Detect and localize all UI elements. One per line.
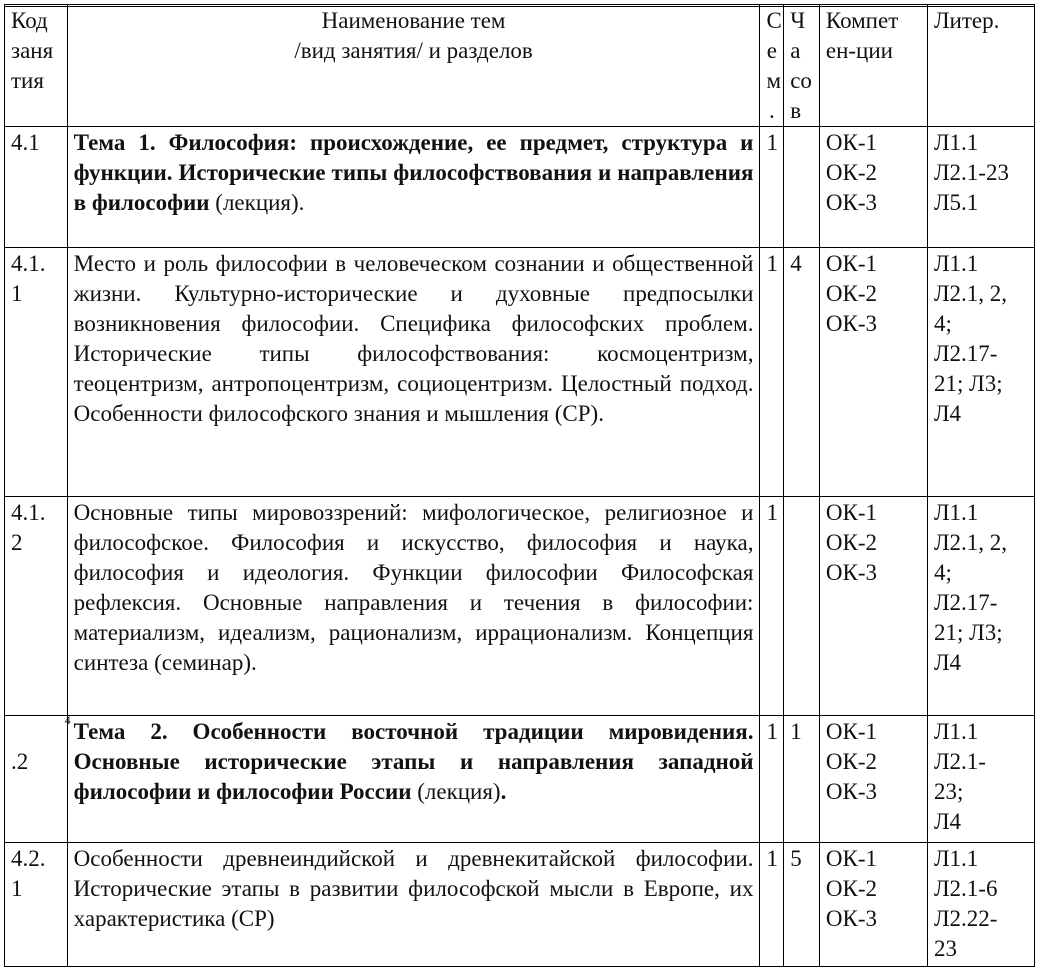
row-code: 4.1. 2 <box>5 497 68 716</box>
row-competencies <box>819 843 927 967</box>
table-row <box>5 248 1035 497</box>
row-hours: 5 <box>784 843 820 967</box>
row-hours: 1 <box>784 716 820 843</box>
row-semester: 1 <box>760 127 784 248</box>
row-semester: 1 <box>760 843 784 967</box>
header-competencies: Компет ен-ции <box>819 5 927 127</box>
competency: ОК-1 <box>825 846 877 871</box>
competency: ОК-3 <box>825 906 877 931</box>
row-title <box>67 127 760 248</box>
table-row <box>5 497 1035 716</box>
row-hours <box>784 497 820 716</box>
header-code: Код заня тия <box>5 5 68 127</box>
table-row <box>5 843 1035 967</box>
competency: ОК-1 <box>825 130 877 155</box>
row-hours: 4 <box>784 248 820 497</box>
row-competencies <box>819 497 927 716</box>
header-hours: Ч а со в <box>784 5 820 127</box>
row-literature: Л1.1 Л2.1, 2, 4; Л2.17- 21; Л3; Л4 <box>927 497 1034 716</box>
competency: ОК-3 <box>825 560 877 585</box>
row-title <box>64 713 760 843</box>
row-title-tail: . <box>500 779 507 804</box>
row-literature: Л1.1 Л2.1-6 Л2.22- 23 <box>927 843 1034 967</box>
row-semester: 1 <box>760 716 784 843</box>
competency: ОК-3 <box>825 311 877 336</box>
curriculum-table <box>4 4 1035 967</box>
row-title: Основные типы мировоззрений: мифологическое, религиозное и философское. Философия и искусство, философия и наука, философия и идеология. Функции философии Философская рефлексия. Основные направления и течения в философии: материализм, идеализм, рационализм, иррационализм. Концепция синтеза (семинар). <box>67 497 760 716</box>
competency: ОК-1 <box>825 500 877 525</box>
row-code-mark: 4 <box>64 713 71 727</box>
row-code-text: .2 <box>11 749 29 774</box>
row-hours <box>784 127 820 248</box>
header-literature: Литер. <box>927 5 1034 127</box>
row-title-plain: (лекция) <box>411 779 501 804</box>
row-title-bold: Тема 1. Философия: происхождение, ее предмет, структура и функции. Исторические типы философствования и направления в философии <box>73 130 754 215</box>
header-title: Наименование тем /вид занятия/ и разделов <box>67 5 760 127</box>
competency: ОК-1 <box>825 251 877 276</box>
row-code: 4.2. 1 <box>5 843 68 967</box>
row-code <box>5 713 71 843</box>
row-literature: Л1.1 Л2.1, 2, 4; Л2.17- 21; Л3; Л4 <box>927 248 1034 497</box>
row-title: Особенности древнеиндийской и древнекитайской философии. Исторические этапы в развитии философской мысли в Европе, их характеристика (СР) <box>67 843 760 967</box>
table-header-row <box>5 5 1035 127</box>
row-competencies <box>819 716 927 843</box>
row-competencies <box>819 127 927 248</box>
row-literature: Л1.1 Л2.1-23 Л5.1 <box>927 127 1034 248</box>
competency: ОК-2 <box>825 530 877 555</box>
row-semester: 1 <box>760 248 784 497</box>
competency: ОК-2 <box>825 749 877 774</box>
row-literature: Л1.1 Л2.1- 23; Л4 <box>927 716 1034 843</box>
competency: ОК-2 <box>825 160 877 185</box>
competency: ОК-2 <box>825 281 877 306</box>
row-title-plain: (лекция). <box>209 190 305 215</box>
row-code: 4.1 <box>5 127 68 248</box>
header-semester: С е м . <box>760 5 784 127</box>
document-page <box>4 0 1035 975</box>
row-code: 4.1. 1 <box>5 248 68 497</box>
competency: ОК-1 <box>825 719 877 744</box>
row-title-bold: Тема 2. Особенности восточной традиции мировидения. Основные исторические этапы и направления западной философии и философии России <box>73 719 754 804</box>
competency: ОК-3 <box>825 779 877 804</box>
row-competencies <box>819 248 927 497</box>
competency: ОК-3 <box>825 190 877 215</box>
competency: ОК-2 <box>825 876 877 901</box>
table-row <box>5 716 1035 843</box>
table-row <box>5 127 1035 248</box>
row-semester: 1 <box>760 497 784 716</box>
row-title: Место и роль философии в человеческом сознании и общественной жизни. Культурно-исторические и духовные предпосылки возникновения философии. Специфика философских проблем. Исторические типы философствования: космоцентризм, теоцентризм, антропоцентризм, социоцентризм. Целостный подход. Особенности философского знания и мышления (СР). <box>67 248 760 497</box>
